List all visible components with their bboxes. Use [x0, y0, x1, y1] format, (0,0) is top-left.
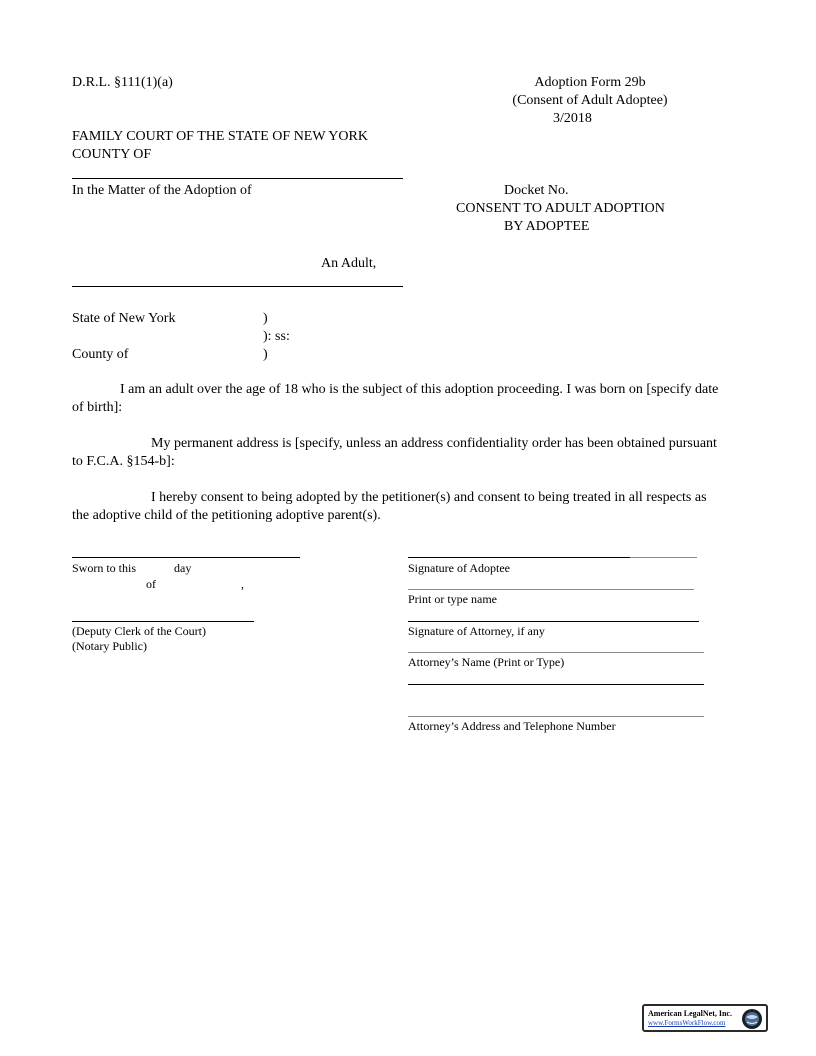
document-title-line2: BY ADOPTEE: [504, 219, 590, 234]
paragraph-birth: I am an adult over the age of 18 who is the subject of this adoption proceeding. I was born on [specify date of birth]:: [72, 382, 719, 415]
attorney-address-line-1: [408, 684, 704, 685]
venue-ss: ): ss:: [263, 329, 290, 344]
matter-line: In the Matter of the Adoption of: [72, 183, 252, 198]
attorney-signature-label: Signature of Attorney, if any: [408, 624, 545, 638]
venue-county: County of: [72, 347, 129, 362]
venue-paren-bottom: ): [263, 347, 268, 362]
attorney-address-line-2: [408, 716, 704, 717]
venue-paren-top: ): [263, 311, 268, 326]
venue-state: State of New York: [72, 311, 176, 326]
docket-number-label: Docket No.: [504, 183, 569, 198]
globe-icon: [741, 1008, 763, 1030]
sworn-comma: ,: [241, 577, 244, 591]
sworn-to-this: Sworn to this: [72, 561, 137, 575]
court-name: FAMILY COURT OF THE STATE OF NEW YORK: [72, 129, 368, 144]
clerk-signature-line: [72, 621, 254, 622]
an-adult-label: An Adult,: [321, 256, 377, 271]
print-name-line: [408, 589, 694, 590]
logo-company-name: American LegalNet, Inc.: [648, 1009, 732, 1018]
attorney-name-label: Attorney’s Name (Print or Type): [408, 655, 565, 669]
attorney-signature-line: [408, 621, 699, 622]
adoptee-signature-line-ext: [630, 557, 697, 558]
sworn-day: day: [174, 561, 192, 575]
form-number: Adoption Form 29b: [534, 75, 646, 90]
form-subtitle: (Consent of Adult Adoptee): [512, 93, 668, 108]
document-title-line1: CONSENT TO ADULT ADOPTION: [456, 201, 665, 216]
court-county: COUNTY OF: [72, 147, 152, 162]
sworn-signature-line: [72, 557, 300, 558]
paragraph-address: My permanent address is [specify, unless an address confidentiality order has been obtained pursuant to F.C.A. §154-b]:: [72, 436, 717, 469]
adoptee-signature-label: Signature of Adoptee: [408, 561, 510, 575]
caption-top-rule: [72, 178, 403, 179]
notary-public-label: (Notary Public): [72, 639, 147, 653]
caption-bottom-rule: [72, 286, 403, 287]
paragraph-consent: I hereby consent to being adopted by the petitioner(s) and consent to being treated in all respects as the adoptive child of the petitioning adoptive parent(s).: [72, 490, 707, 523]
american-legalnet-logo[interactable]: [642, 1004, 768, 1032]
attorney-address-label: Attorney’s Address and Telephone Number: [408, 719, 616, 733]
sworn-of: of: [146, 577, 156, 591]
logo-url[interactable]: www.FormsWorkFlow.com: [648, 1019, 726, 1027]
form-date: 3/2018: [553, 111, 592, 126]
deputy-clerk-label: (Deputy Clerk of the Court): [72, 624, 206, 638]
print-name-label: Print or type name: [408, 592, 497, 606]
attorney-name-line: [408, 652, 704, 653]
adoptee-signature-line: [408, 557, 630, 558]
statute-citation: D.R.L. §111(1)(a): [72, 75, 173, 90]
